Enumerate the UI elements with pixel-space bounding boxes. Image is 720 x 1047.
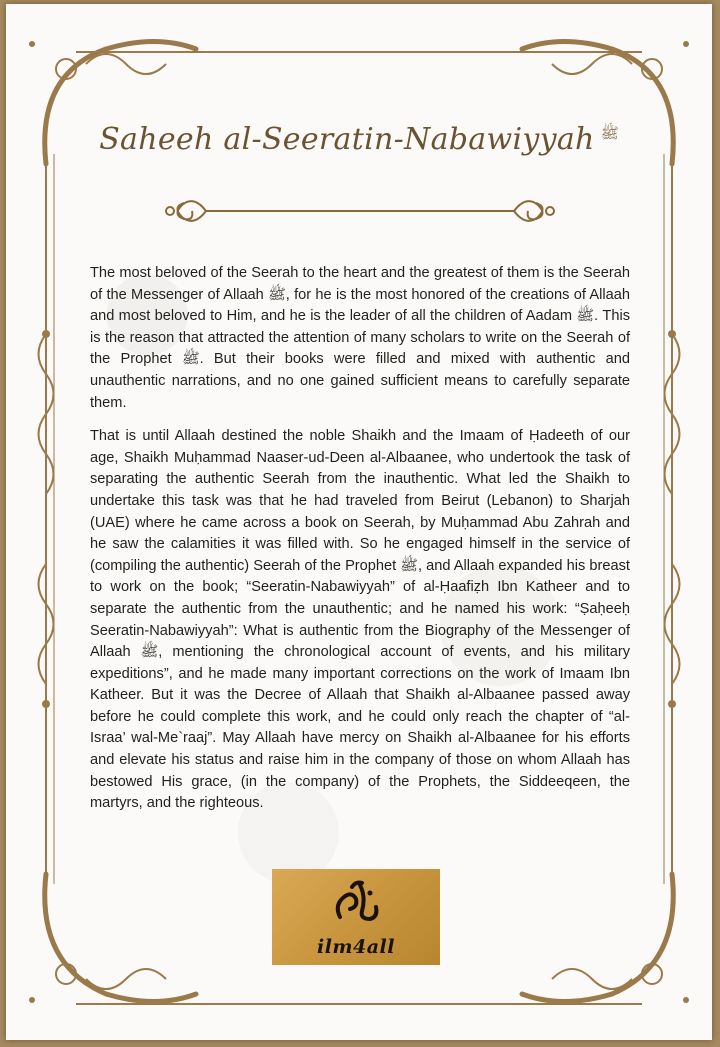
body-text — [90, 263, 630, 827]
calligraphy-logo-icon — [330, 877, 382, 927]
paragraph: The most beloved of the Seerah to the heart and the greatest of them is the Seerah of the Messenger of Allaah ﷺ, for he is the most honored of the creations of Allaah and most beloved to Him, and he is the leader of all the children of Aadam ﷺ. This is the reason that attracted the attention of many scholars to write on the Seerah of the Prophet ﷺ. But their books were filled and mixed with authentic and unauthentic narrations, and no one gained sufficient means to carefully separate them. — [90, 265, 630, 411]
honorific-glyph: ﷺ — [600, 124, 619, 142]
document-page — [6, 4, 712, 1040]
paragraph: That is until Allaah destined the noble Shaikh and the Imaam of Ḥadeeth of our age, Shaikh Muḥammad Naaser-ud-Deen al-Albaanee, who undertook the task of separating the authentic Seerah from the inauthentic. What led the Shaikh to undertake this task was that he had traveled from Beirut (Lebanon) to Sharjah (UAE) where he came across a book on Seerah, by Muḥammad Abu Zahrah and he saw the calamities it was filled with. So he engaged himself in the service of (compiling the authentic) Seerah of the Prophet ﷺ, and Allaah expanded his breast to work on the book; “Seeratin-Nabawiyyah” of al-Ḥaafiẓh Ibn Katheer and to separate the authentic from the unauthentic; and he named his work: “Ṣaḥeeḥ Seeratin-Nabawiyyah”: What is authentic from the Biography of the Messenger of Allaah ﷺ, mentioning the chronological account of events, and his military expeditions”, and he made many important corrections on the work of Imaam Ibn Katheer. But it was the Decree of Allaah that Shaikh al-Albaanee passed away before he could complete this work, and he could only reach the chapter of “al-Israa’ wal-Me`raaj”. May Allaah have mercy on Shaikh al-Albaanee for his efforts and elevate his status and raise him in the company of those on whom Allaah has bestowed His grace, (in the company) of the Prophets, the Siddeeqeen, the martyrs, and the righteous. — [90, 428, 630, 812]
ilm4all-logo — [272, 869, 440, 965]
title-text: Saheeh al-Seeratin-Nabawiyyah — [99, 122, 595, 157]
document-title — [6, 122, 712, 157]
logo-text: ilm4all — [316, 936, 395, 958]
